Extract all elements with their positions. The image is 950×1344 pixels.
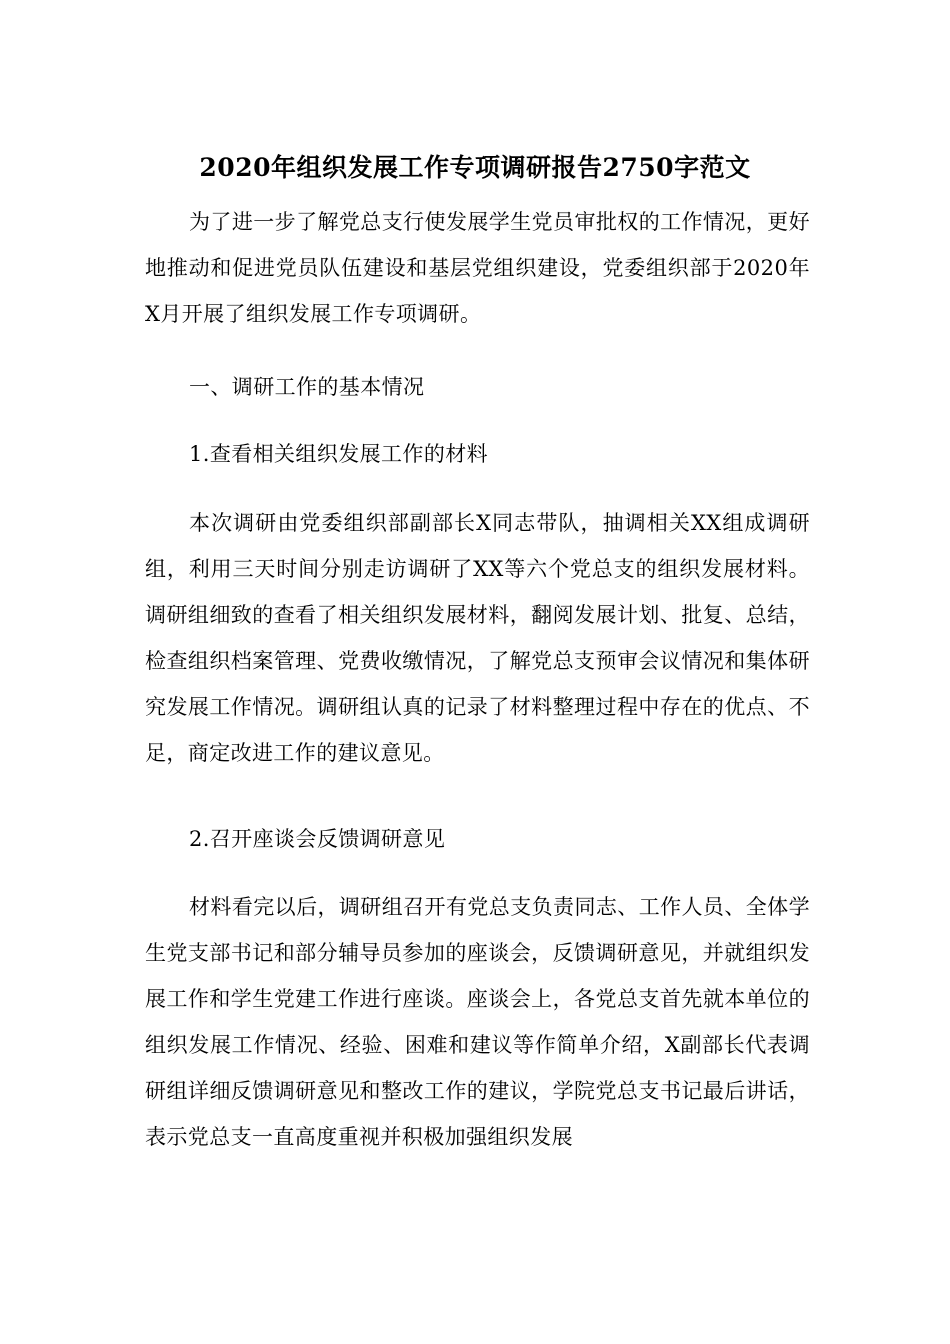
section-heading-1: 一、调研工作的基本情况 xyxy=(189,375,425,399)
document-title: 2020年组织发展工作专项调研报告2750字范文 xyxy=(199,152,751,182)
subsection-1-paragraph: 本次调研由党委组织部副部长X同志带队，抽调相关XX组成调研组，利用三天时间分别走访调研了XX等六个党总支的组织发展材料。调研组细致的查看了相关组织发展材料，翻阅发展计划、批复、总结，检查组织档案管理、党费收缴情况，了解党总支预审会议情况和集体研究发展工作情况。调研组认真的记录了材料整理过程中存在的优点、不足，商定改进工作的建议意见。 xyxy=(145,511,810,765)
subsection-2-paragraph: 材料看完以后，调研组召开有党总支负责同志、工作人员、全体学生党支部书记和部分辅导员参加的座谈会，反馈调研意见，并就组织发展工作和学生党建工作进行座谈。座谈会上，各党总支首先就本单位的组织发展工作情况、经验、困难和建议等作简单介绍，X副部长代表调研组详细反馈调研意见和整改工作的建议，学院党总支书记最后讲话，表示党总支一直高度重视并积极加强组织发展 xyxy=(145,895,810,1149)
subsection-heading-2: 2.召开座谈会反馈调研意见 xyxy=(189,827,446,851)
intro-paragraph: 为了进一步了解党总支行使发展学生党员审批权的工作情况，更好地推动和促进党员队伍建设和基层党组织建设，党委组织部于2020年X月开展了组织发展工作专项调研。 xyxy=(145,210,810,326)
subsection-heading-1: 1.查看相关组织发展工作的材料 xyxy=(189,442,489,466)
